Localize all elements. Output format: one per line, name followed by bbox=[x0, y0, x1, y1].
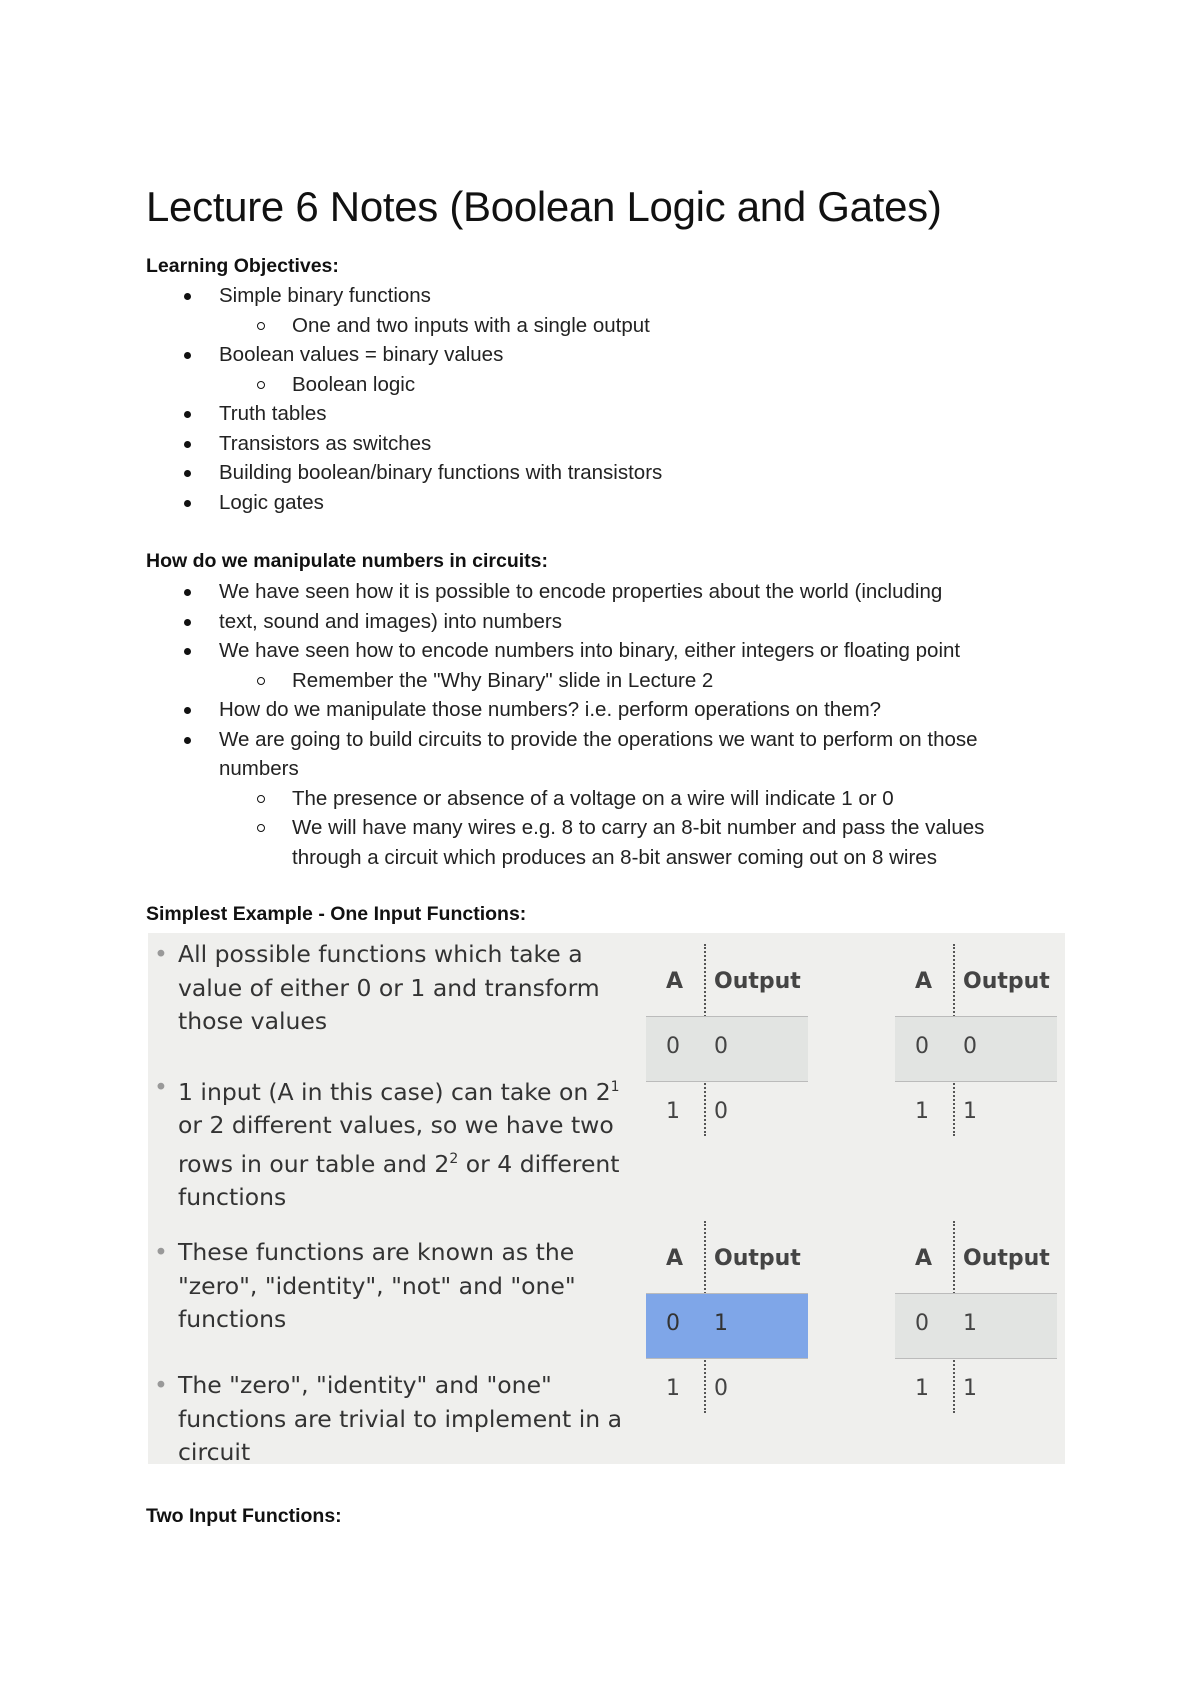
list-item: We have seen how it is possible to encode properties about the world (including bbox=[146, 577, 1056, 607]
list-item: We will have many wires e.g. 8 to carry an 8-bit number and pass the values through a circuit which produces an 8-bit answer coming out on 8 wires bbox=[146, 813, 1056, 872]
table-row: 1 1 bbox=[915, 1099, 977, 1124]
objectives-list bbox=[146, 281, 1046, 517]
list-item: Simple binary functions bbox=[146, 281, 1046, 311]
manipulate-list bbox=[146, 577, 1056, 872]
table-row: 0 0 bbox=[895, 1017, 1057, 1082]
slide-bullet: • The "zero", "identity" and "one" functions are trivial to implement in a circuit bbox=[154, 1371, 623, 1466]
list-item: The presence or absence of a voltage on a wire will indicate 1 or 0 bbox=[146, 784, 1056, 814]
list-item: We are going to build circuits to provide the operations we want to perform on those numbers bbox=[146, 725, 1056, 784]
list-item: We have seen how to encode numbers into binary, either integers or floating point bbox=[146, 636, 1056, 666]
list-item: Boolean values = binary values bbox=[146, 340, 1046, 370]
manipulate-heading: How do we manipulate numbers in circuits: bbox=[146, 550, 548, 572]
list-item: One and two inputs with a single output bbox=[146, 311, 1046, 341]
table-row: 1 1 bbox=[915, 1376, 977, 1401]
truth-table-one: A Output 0 1 1 1 bbox=[895, 1229, 1057, 1423]
table-row: 0 1 bbox=[646, 1294, 808, 1359]
table-row: 0 0 bbox=[646, 1017, 808, 1082]
two-input-functions-heading: Two Input Functions: bbox=[146, 1505, 342, 1527]
slide-bullet: • 1 input (A in this case) can take on $2^1$ or 2 different values, so we have two rows in our table and $2^2$ or 4 different functions bbox=[154, 1073, 620, 1212]
slide-bullet: • These functions are known as the "zero", "identity", "not" and "one" functions bbox=[154, 1238, 576, 1333]
truth-table-identity: A Output 0 0 1 1 bbox=[895, 952, 1057, 1146]
simplest-example-heading: Simplest Example - One Input Functions: bbox=[146, 903, 527, 925]
table-row: 1 0 bbox=[666, 1376, 728, 1401]
list-item: Building boolean/binary functions with transistors bbox=[146, 458, 1046, 488]
table-row: 1 0 bbox=[666, 1099, 728, 1124]
truth-table-zero: A Output 0 0 1 0 bbox=[646, 952, 808, 1146]
list-item: text, sound and images) into numbers bbox=[146, 607, 1056, 637]
list-item: Boolean logic bbox=[146, 370, 1046, 400]
truth-table-not: A Output 0 1 1 0 bbox=[646, 1229, 808, 1423]
list-item: How do we manipulate those numbers? i.e. perform operations on them? bbox=[146, 695, 1056, 725]
learning-objectives-heading: Learning Objectives: bbox=[146, 255, 339, 277]
page-title: Lecture 6 Notes (Boolean Logic and Gates) bbox=[146, 183, 942, 230]
slide-bullet: • All possible functions which take a value of either 0 or 1 and transform those values bbox=[154, 940, 600, 1035]
list-item: Remember the "Why Binary" slide in Lecture 2 bbox=[146, 666, 1056, 696]
list-item: Transistors as switches bbox=[146, 429, 1046, 459]
one-input-functions-slide bbox=[148, 933, 1065, 1464]
table-row: 0 1 bbox=[895, 1294, 1057, 1359]
list-item: Logic gates bbox=[146, 488, 1046, 518]
list-item: Truth tables bbox=[146, 399, 1046, 429]
